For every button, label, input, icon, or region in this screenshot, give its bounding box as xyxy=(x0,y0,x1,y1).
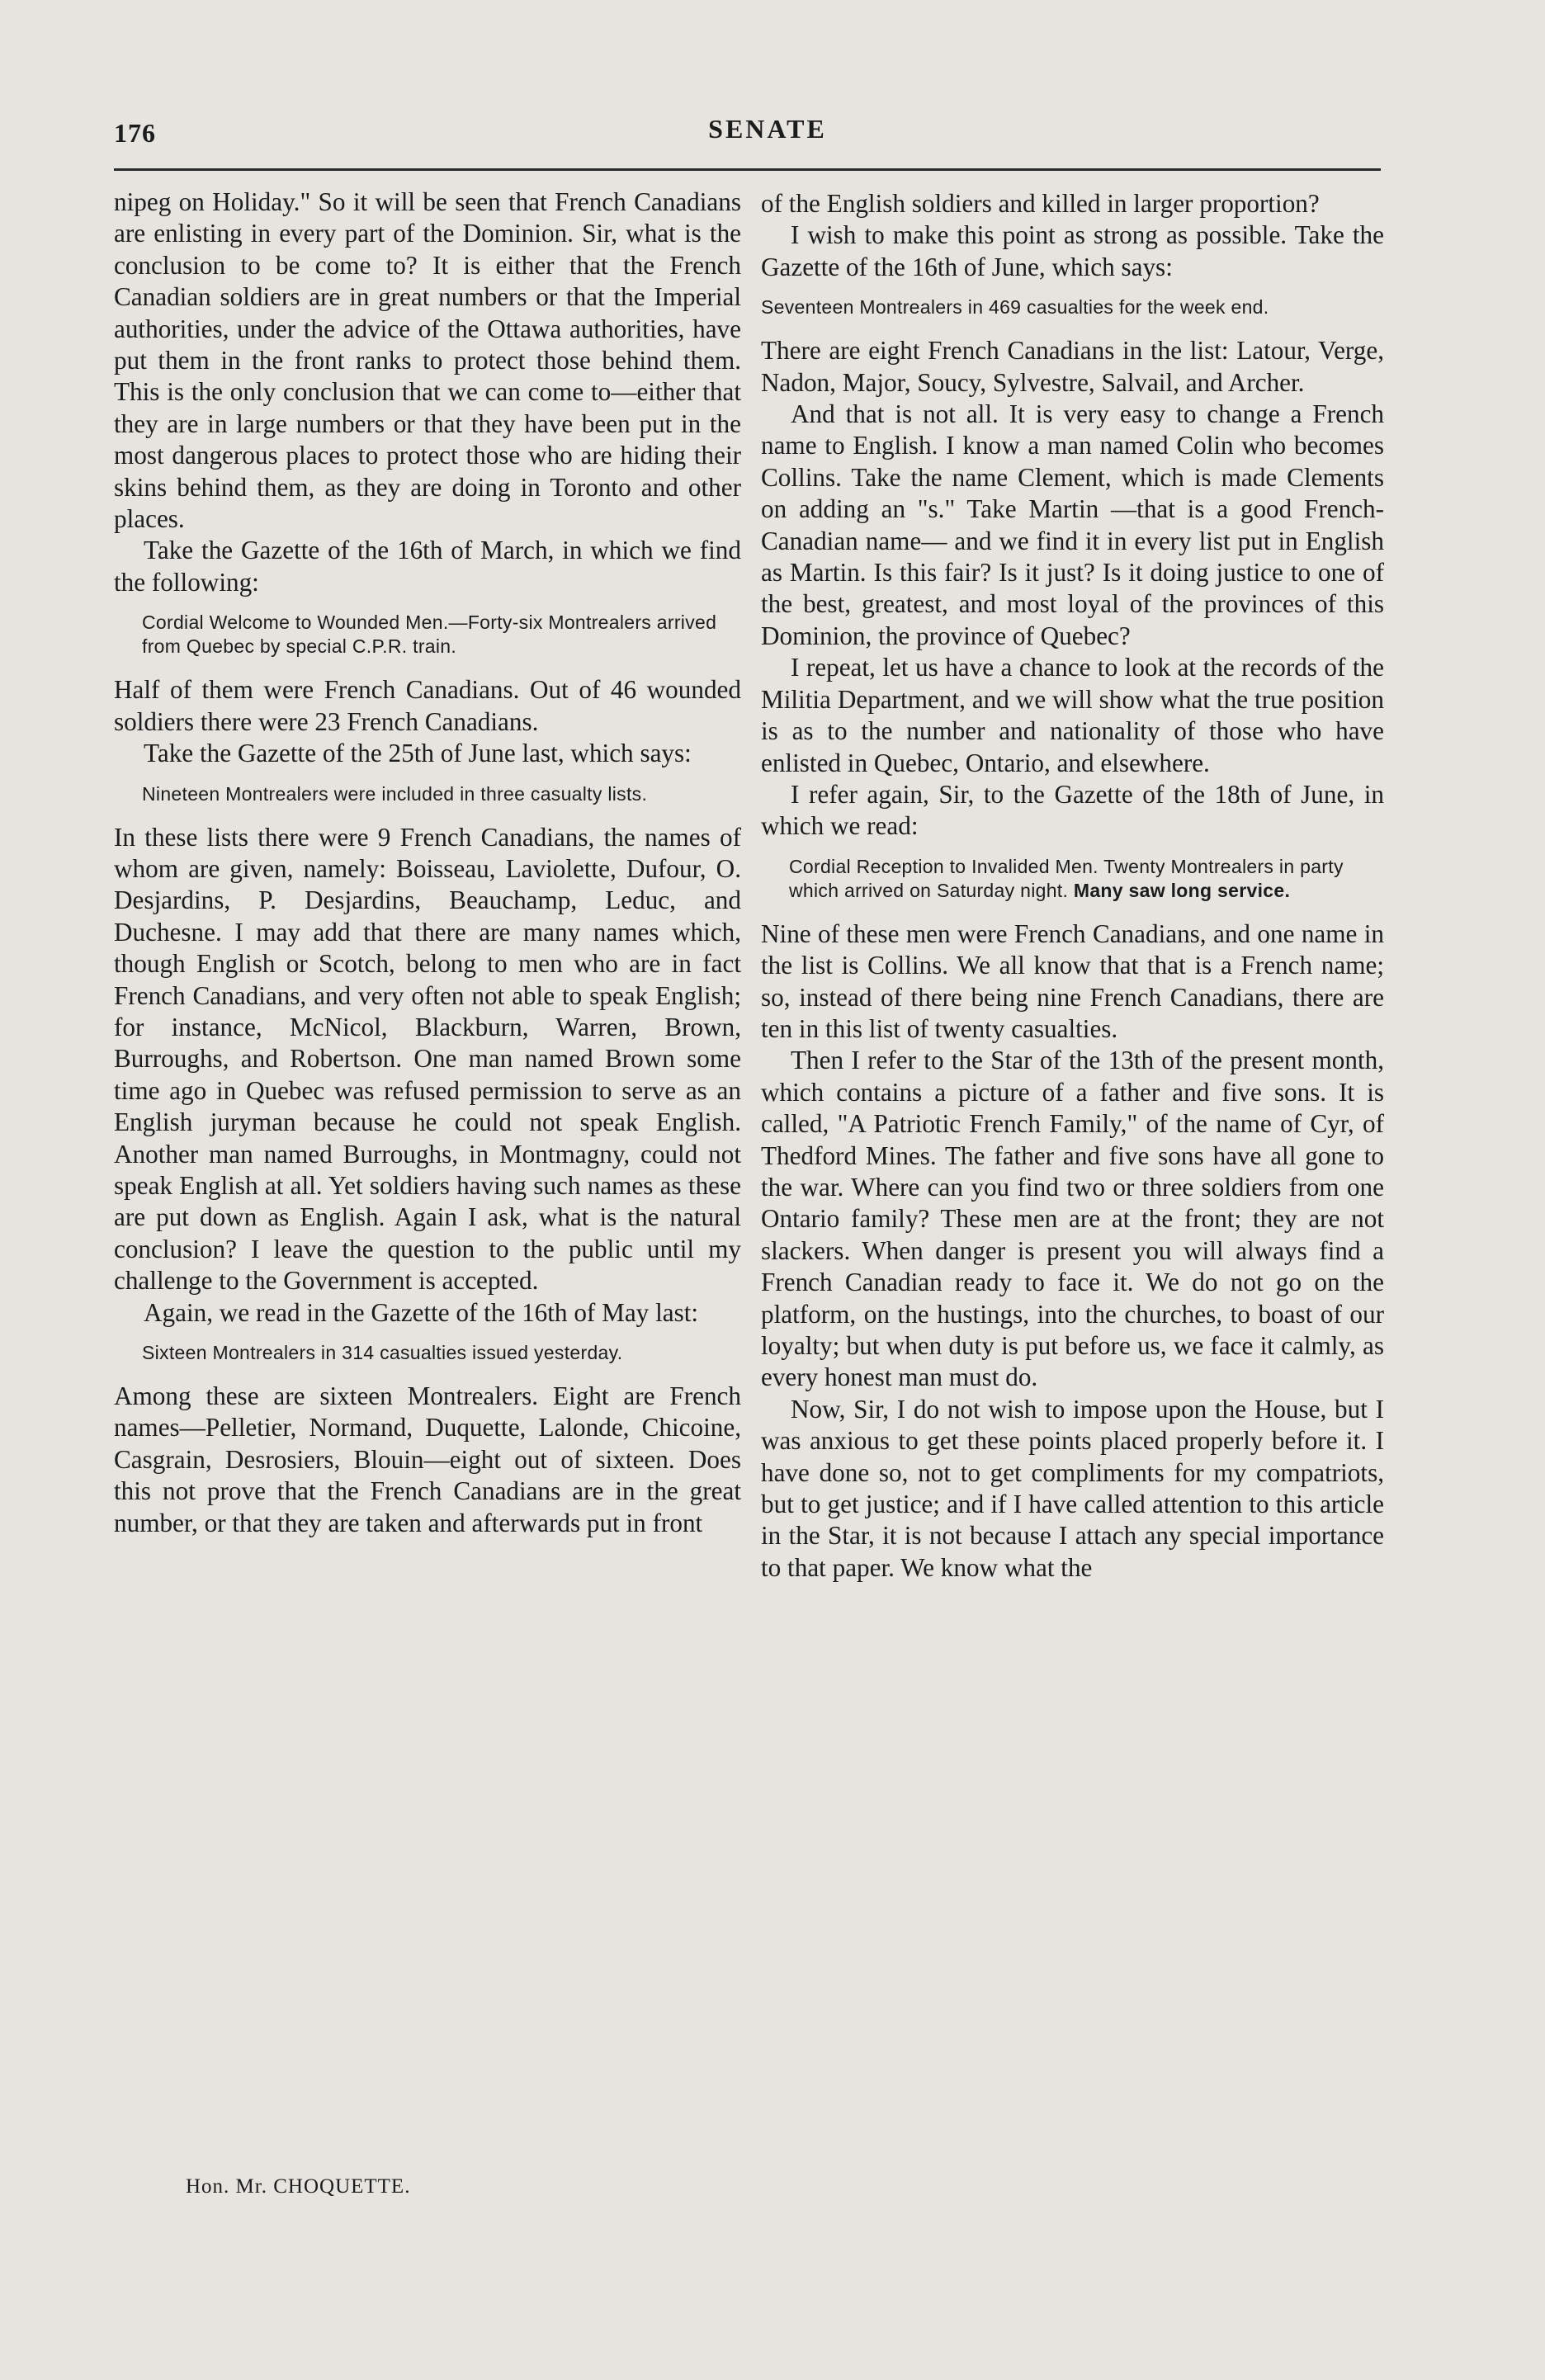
quoted-headline xyxy=(761,855,1384,903)
paragraph: In these lists there were 9 French Canadians, the names of whom are given, namely: Boisseau, Laviolette, Dufour, O. Desjardins, P. Desjardins, Beauchamp, Leduc, and Duchesne. I may add that there are many names which, though English or Scotch, belong to men who are in fact French Canadians, and very often not able to speak English; for instance, McNicol, Blackburn, Warren, Brown, Burroughs, and Robertson. One man named Brown some time ago in Quebec was refused permission to serve as an English juryman because he could not speak English. Another man named Burroughs, in Montmagny, could not speak English at all. Yet soldiers having such names as these are put down as English. Again I ask, what is the natural conclusion? I leave the question to the public until my challenge to the Government is accepted. xyxy=(114,822,741,1296)
paragraph: I repeat, let us have a chance to look at the records of the Militia Department, and we will show what the true position is as to the number and nationality of those who have enlisted in Quebec, Ontario, and elsewhere. xyxy=(761,653,1384,777)
paragraph: I wish to make this point as strong as possible. Take the Gazette of the 16th of June, which says: xyxy=(761,220,1384,281)
paragraph: Half of them were French Canadians. Out of 46 wounded soldiers there were 23 French Canadians. xyxy=(114,675,741,736)
left-column xyxy=(114,187,741,1539)
paragraph: Now, Sir, I do not wish to impose upon the House, but I was anxious to get these points placed properly before it. I have done so, not to get compliments for my compatriots, but to get justice; and if I have called attention to this article in the Star, it is not because I attach any special importance to that paper. We know what the xyxy=(761,1394,1384,1582)
quoted-headline: Seventeen Montrealers in 469 casualties for the week end. xyxy=(761,296,1269,319)
quoted-headline: Cordial Welcome to Wounded Men.—Forty-six Montrealers arrived from Quebec by special C.P.R. train. xyxy=(142,612,717,658)
page-number: 176 xyxy=(114,118,156,148)
paragraph: Then I refer to the Star of the 13th of the present month, which contains a picture of a father and five sons. It is called, "A Patriotic French Family," of the name of Cyr, of Thedford Mines. The father and five sons have all gone to the war. Where can you find two or three soldiers from one Ontario family? These men are at the front; they are not slackers. When danger is present you will always find a French Canadian ready to face it. We do not go on the platform, on the hustings, into the churches, to boast of our loyalty; but when duty is put before us, we face it calmly, as every honest man must do. xyxy=(761,1046,1384,1392)
paragraph: I refer again, Sir, to the Gazette of the 18th of June, in which we read: xyxy=(761,779,1384,841)
header-rule xyxy=(114,168,1381,171)
paragraph: of the English soldiers and killed in larger proportion? xyxy=(761,189,1320,218)
paragraph: There are eight French Canadians in the list: Latour, Verge, Nadon, Major, Soucy, Sylvestre, Salvail, and Archer. xyxy=(761,336,1384,397)
quoted-headline-bold: Many saw long service. xyxy=(1073,879,1291,901)
speaker-footer: Hon. Mr. CHOQUETTE. xyxy=(186,2175,411,2198)
paragraph: And that is not all. It is very easy to change a French name to English. I know a man named Colin who becomes Collins. Take the name Clement, which is made Clements on adding an "s." Take Martin —that is a good French-Canadian name— and we find it in every list put in English as Martin. Is this fair? Is it just? Is it doing justice to one of the best, greatest, and most loyal of the provinces of this Dominion, the province of Quebec? xyxy=(761,399,1384,650)
paragraph: Nine of these men were French Canadians, and one name in the list is Collins. We all know that that is a French name; so, instead of there being nine French Canadians, there are ten in this list of twenty casualties. xyxy=(761,918,1384,1043)
quoted-headline: Nineteen Montrealers were included in three casualty lists. xyxy=(142,782,648,805)
paragraph: nipeg on Holiday." So it will be seen that French Canadians are enlisting in every part of the Dominion. Sir, what is the conclusion to be come to? It is either that the French Canadian soldiers are in great numbers or that the Imperial authorities, under the advice of the Ottawa authorities, have put them in the front ranks to protect those behind them. This is the only conclusion that we can come to—either that they are in large numbers or that they have been put in the most dangerous places to protect those who are hiding their skins behind them, as they are doing in Toronto and other places. xyxy=(114,187,741,534)
paragraph: Among these are sixteen Montrealers. Eight are French names—Pelletier, Normand, Duquette, Lalonde, Chicoine, Casgrain, Desrosiers, Blouin—eight out of sixteen. Does this not prove that the French Canadians are in the great number, or that they are taken and afterwards put in front xyxy=(114,1381,741,1537)
paragraph: Again, we read in the Gazette of the 16th of May last: xyxy=(144,1297,699,1327)
paragraph: Take the Gazette of the 25th of June last, which says: xyxy=(144,739,692,768)
quoted-headline-text: Cordial Reception to Invalided Men. Twenty Montrealers in party which arrived on Saturday night. xyxy=(789,855,1344,901)
paragraph: Take the Gazette of the 16th of March, in which we find the following: xyxy=(114,536,741,597)
right-column xyxy=(761,188,1384,1584)
running-head: SENATE xyxy=(708,114,827,144)
quoted-headline: Sixteen Montrealers in 314 casualties issued yesterday. xyxy=(142,1342,623,1363)
